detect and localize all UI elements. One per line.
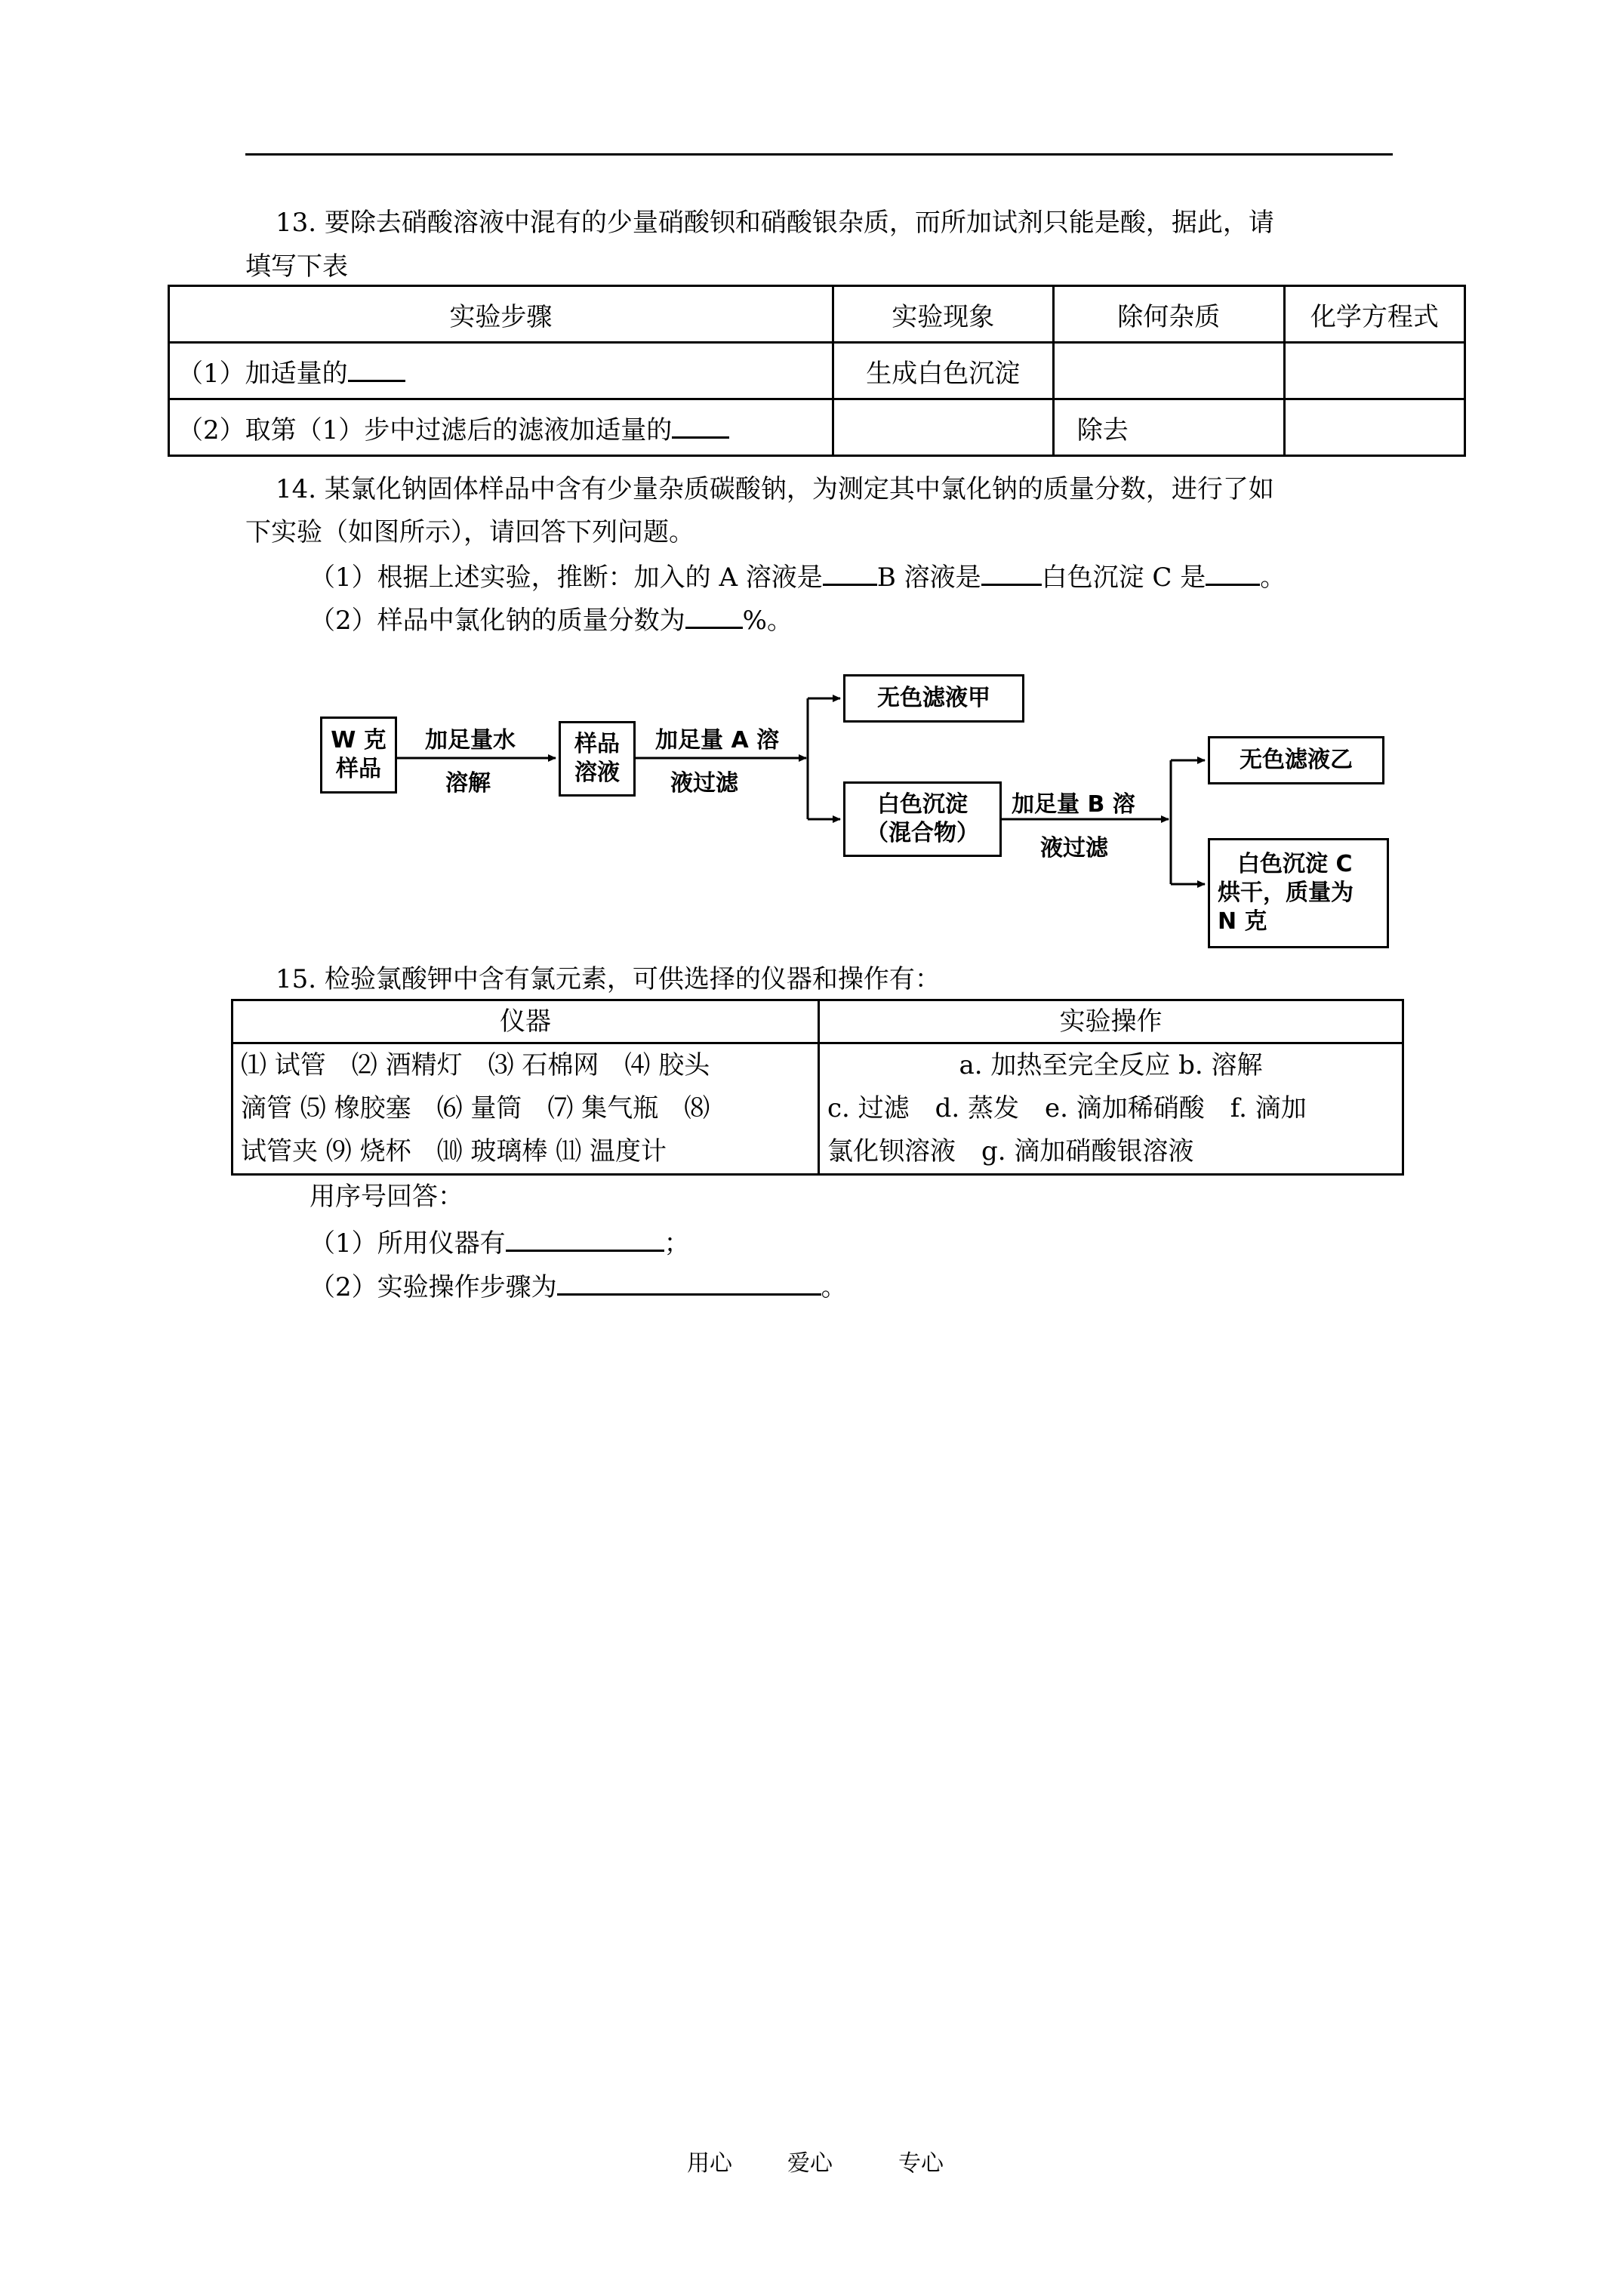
q14-text-line2: 下实验（如图所示），请回答下列问题。 — [245, 517, 694, 547]
footer-text-1: 用心 — [687, 2150, 732, 2177]
table-cell: 除去 — [1053, 399, 1284, 456]
table-row — [233, 1000, 1403, 1043]
table-header: 化学方程式 — [1284, 286, 1464, 343]
footer-text-2: 爱心 — [787, 2150, 833, 2177]
filtrate-b-box: 无色滤液乙 — [1208, 736, 1384, 784]
table-header: 除何杂质 — [1053, 286, 1284, 343]
precipitate-c-box: 白色沉淀 C 烘干，质量为 N 克 — [1208, 838, 1389, 948]
q14-sub2: （2）样品中氯化钠的质量分数为 %。 — [310, 606, 793, 636]
footer-text-3: 专心 — [898, 2150, 944, 2177]
table-cell: 生成白色沉淀 — [833, 343, 1053, 399]
flow-arrows — [0, 0, 1623, 982]
precipitate-mix-box: 白色沉淀 （混合物） — [843, 781, 1002, 857]
table-row — [233, 1043, 1403, 1175]
q15-table — [231, 999, 1404, 1176]
arrow2-label-bottom: 液过滤 — [670, 770, 738, 797]
sample-box: W 克 样品 — [320, 717, 397, 794]
answer-blank — [506, 1227, 664, 1252]
table-cell: （1）加适量的 — [169, 343, 833, 399]
arrow3-label-top: 加足量 B 溶 — [1012, 791, 1135, 818]
table-cell-operations: a. 加热至完全反应 b. 溶解 c. 过滤 d. 蒸发 e. 滴加稀硝酸 f. 滴加 氯化钡溶液 g. 滴加硝酸银溶液 — [819, 1043, 1403, 1175]
table-cell-instruments: ⑴ 试管 ⑵ 酒精灯 ⑶ 石棉网 ⑷ 胶头 滴管 ⑸ 橡胶塞 ⑹ 量筒 ⑺ 集气瓶 ⑻ 试管夹 ⑼ 烧杯 ⑽ 玻璃棒 ⑾ 温度计 — [233, 1043, 819, 1175]
q13-text-line2: 填写下表 — [245, 251, 348, 282]
arrow2-label-top: 加足量 A 溶 — [655, 727, 780, 754]
q15-answer-intro: 用序号回答： — [310, 1182, 463, 1212]
table-header: 实验现象 — [833, 286, 1053, 343]
q15-ans2: （2）实验操作步骤为 。 — [310, 1272, 847, 1302]
solution-box: 样品 溶液 — [559, 721, 636, 797]
table-header: 实验操作 — [819, 1000, 1403, 1043]
q14-text-line1: 14. 某氯化钠固体样品中含有少量杂质碳酸钠，为测定其中氯化钠的质量分数，进行了如 — [276, 474, 1274, 504]
answer-blank — [557, 1271, 821, 1296]
table-header: 实验步骤 — [169, 286, 833, 343]
table-cell: （2）取第（1）步中过滤后的滤液加适量的 — [169, 399, 833, 456]
filtrate-a-box: 无色滤液甲 — [843, 674, 1024, 723]
q15-ans1: （1）所用仪器有 ； — [310, 1228, 690, 1259]
arrow1-label-top: 加足量水 — [425, 727, 516, 754]
table-header: 仪器 — [233, 1000, 819, 1043]
q14-sub1: （1）根据上述实验，推断：加入的 A 溶液是 B 溶液是 白色沉淀 C 是 。 — [310, 562, 1286, 593]
arrow3-label-bottom: 液过滤 — [1040, 835, 1108, 861]
arrow1-label-bottom: 溶解 — [445, 770, 491, 797]
q15-text: 15. 检验氯酸钾中含有氯元素，可供选择的仪器和操作有： — [276, 964, 941, 994]
q13-text-line1: 13. 要除去硝酸溶液中混有的少量硝酸钡和硝酸银杂质，而所加试剂只能是酸，据此，请 — [276, 208, 1274, 238]
